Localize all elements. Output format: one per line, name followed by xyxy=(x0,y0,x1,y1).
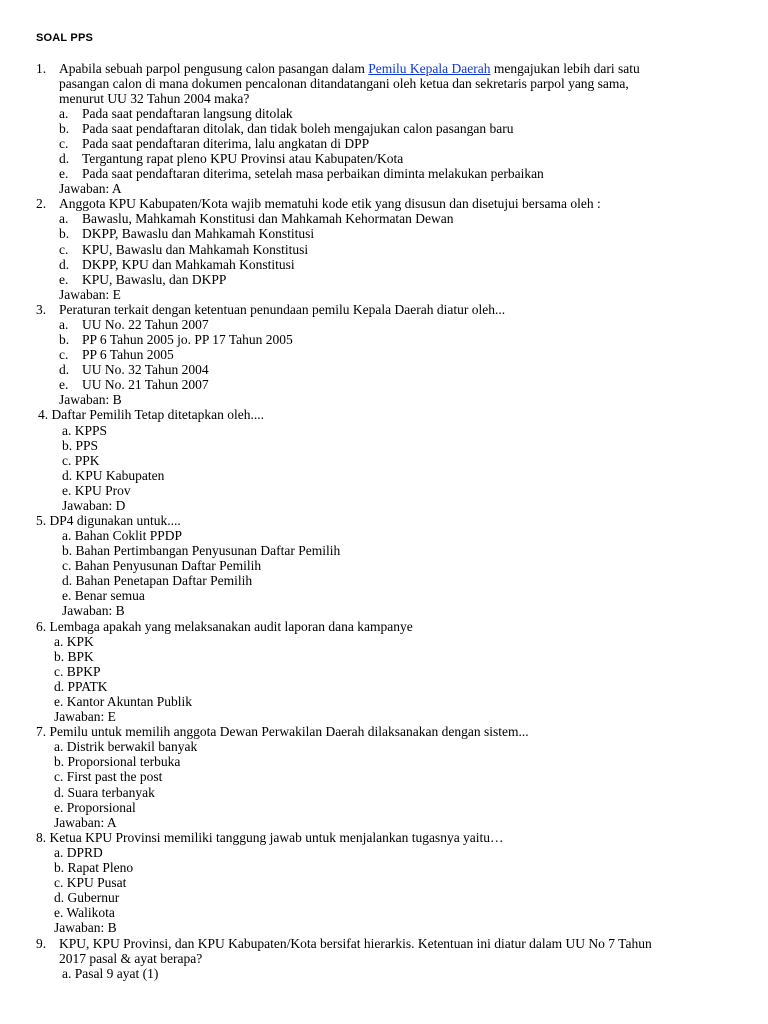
question-text: 5. DP4 digunakan untuk.... xyxy=(36,513,181,528)
question-number: 3. xyxy=(36,302,47,317)
option-text: Pada saat pendaftaran ditolak, dan tidak boleh mengajukan calon pasangan baru xyxy=(82,121,514,136)
answer-text: Jawaban: B xyxy=(59,392,122,407)
question-number: 2. xyxy=(36,196,47,211)
answer-text: Jawaban: B xyxy=(54,920,117,935)
option-letter: c. xyxy=(59,242,69,257)
option-letter: a. xyxy=(59,211,69,226)
option-letter: a. xyxy=(59,317,69,332)
answer-text: Jawaban: A xyxy=(59,181,122,196)
option-letter: a. xyxy=(59,106,69,121)
pemilu-kepala-daerah-link[interactable]: Pemilu Kepala Daerah xyxy=(368,61,491,76)
option-text: PP 6 Tahun 2005 xyxy=(82,347,174,362)
option-b: b. BPK xyxy=(54,649,94,664)
question-text: 8. Ketua KPU Provinsi memiliki tanggung jawab untuk menjalankan tugasnya yaitu… xyxy=(36,830,504,845)
option-letter: d. xyxy=(59,151,70,166)
option-letter: b. xyxy=(59,226,70,241)
question-text: 7. Pemilu untuk memilih anggota Dewan Perwakilan Daerah dilaksanakan dengan sistem... xyxy=(36,724,529,739)
option-d: d. Suara terbanyak xyxy=(54,785,155,800)
question-text: Peraturan terkait dengan ketentuan penundaan pemilu Kepala Daerah diatur oleh... xyxy=(59,302,506,317)
question-text-pre: Apabila sebuah parpol pengusung calon pasangan dalam xyxy=(59,61,369,76)
option-b: b. Rapat Pleno xyxy=(54,860,134,875)
option-e: e. Walikota xyxy=(54,905,115,920)
option-text: KPU, Bawaslu dan Mahkamah Konstitusi xyxy=(82,242,309,257)
question-text: 4. Daftar Pemilih Tetap ditetapkan oleh.... xyxy=(38,407,264,422)
question-text: KPU, KPU Provinsi, dan KPU Kabupaten/Kota bersifat hierarkis. Ketentuan ini diatur dalam UU No 7 Tahun xyxy=(59,936,652,951)
option-c: c. PPK xyxy=(62,453,100,468)
option-a: a. KPK xyxy=(54,634,94,649)
option-a: a. Distrik berwakil banyak xyxy=(54,739,198,754)
option-text: Tergantung rapat pleno KPU Provinsi atau Kabupaten/Kota xyxy=(82,151,404,166)
answer-text: Jawaban: A xyxy=(54,815,117,830)
option-a: a. DPRD xyxy=(54,845,103,860)
option-c: c. Bahan Penyusunan Daftar Pemilih xyxy=(62,558,262,573)
option-b: b. PPS xyxy=(62,438,99,453)
option-e: e. Proporsional xyxy=(54,800,136,815)
option-text: UU No. 22 Tahun 2007 xyxy=(82,317,209,332)
option-text: Pada saat pendaftaran diterima, setelah masa perbaikan diminta melakukan perbaikan xyxy=(82,166,544,181)
option-a: a. Pasal 9 ayat (1) xyxy=(62,966,159,981)
question-text: 6. Lembaga apakah yang melaksanakan audit laporan dana kampanye xyxy=(36,619,413,634)
option-letter: e. xyxy=(59,272,69,287)
question-text-post: mengajukan lebih dari satu xyxy=(490,61,640,76)
option-c: c. BPKP xyxy=(54,664,101,679)
option-text: Pada saat pendaftaran diterima, lalu angkatan di DPP xyxy=(82,136,370,151)
option-c: c. KPU Pusat xyxy=(54,875,127,890)
document-title: SOAL PPS xyxy=(36,32,94,44)
question-text-line: menurut UU 32 Tahun 2004 maka? xyxy=(59,91,250,106)
option-e: e. Kantor Akuntan Publik xyxy=(54,694,192,709)
option-letter: e. xyxy=(59,377,69,392)
option-b: b. Bahan Pertimbangan Penyusunan Daftar Pemilih xyxy=(62,543,341,558)
option-text: DKPP, Bawaslu dan Mahkamah Konstitusi xyxy=(82,226,315,241)
option-text: Bawaslu, Mahkamah Konstitusi dan Mahkamah Kehormatan Dewan xyxy=(82,211,454,226)
answer-text: Jawaban: D xyxy=(62,498,126,513)
option-letter: c. xyxy=(59,136,69,151)
option-text: DKPP, KPU dan Mahkamah Konstitusi xyxy=(82,257,295,272)
option-text: UU No. 21 Tahun 2007 xyxy=(82,377,209,392)
option-d: d. Gubernur xyxy=(54,890,120,905)
option-letter: c. xyxy=(59,347,69,362)
option-text: Pada saat pendaftaran langsung ditolak xyxy=(82,106,293,121)
option-e: e. Benar semua xyxy=(62,588,145,603)
option-letter: d. xyxy=(59,257,70,272)
option-c: c. First past the post xyxy=(54,769,163,784)
option-d: d. KPU Kabupaten xyxy=(62,468,165,483)
question-number: 1. xyxy=(36,61,47,76)
option-letter: d. xyxy=(59,362,70,377)
option-letter: e. xyxy=(59,166,69,181)
answer-text: Jawaban: E xyxy=(59,287,121,302)
option-text: KPU, Bawaslu, dan DKPP xyxy=(82,272,227,287)
option-a: a. Bahan Coklit PPDP xyxy=(62,528,183,543)
question-text: Anggota KPU Kabupaten/Kota wajib mematuhi kode etik yang disusun dan disetujui bersama oleh : xyxy=(59,196,601,211)
option-letter: b. xyxy=(59,121,70,136)
answer-text: Jawaban: B xyxy=(62,603,125,618)
option-d: d. PPATK xyxy=(54,679,108,694)
option-text: UU No. 32 Tahun 2004 xyxy=(82,362,209,377)
answer-text: Jawaban: E xyxy=(54,709,116,724)
option-b: b. Proporsional terbuka xyxy=(54,754,181,769)
question-text-line: pasangan calon di mana dokumen pencalonan ditandatangani oleh ketua dan sekretaris parpol yang sama, xyxy=(59,76,629,91)
option-d: d. Bahan Penetapan Daftar Pemilih xyxy=(62,573,253,588)
option-letter: b. xyxy=(59,332,70,347)
option-text: PP 6 Tahun 2005 jo. PP 17 Tahun 2005 xyxy=(82,332,293,347)
option-a: a. KPPS xyxy=(62,423,108,438)
question-number: 9. xyxy=(36,936,47,951)
question-text-line: 2017 pasal & ayat berapa? xyxy=(59,951,203,966)
question-text xyxy=(59,61,640,76)
option-e: e. KPU Prov xyxy=(62,483,131,498)
